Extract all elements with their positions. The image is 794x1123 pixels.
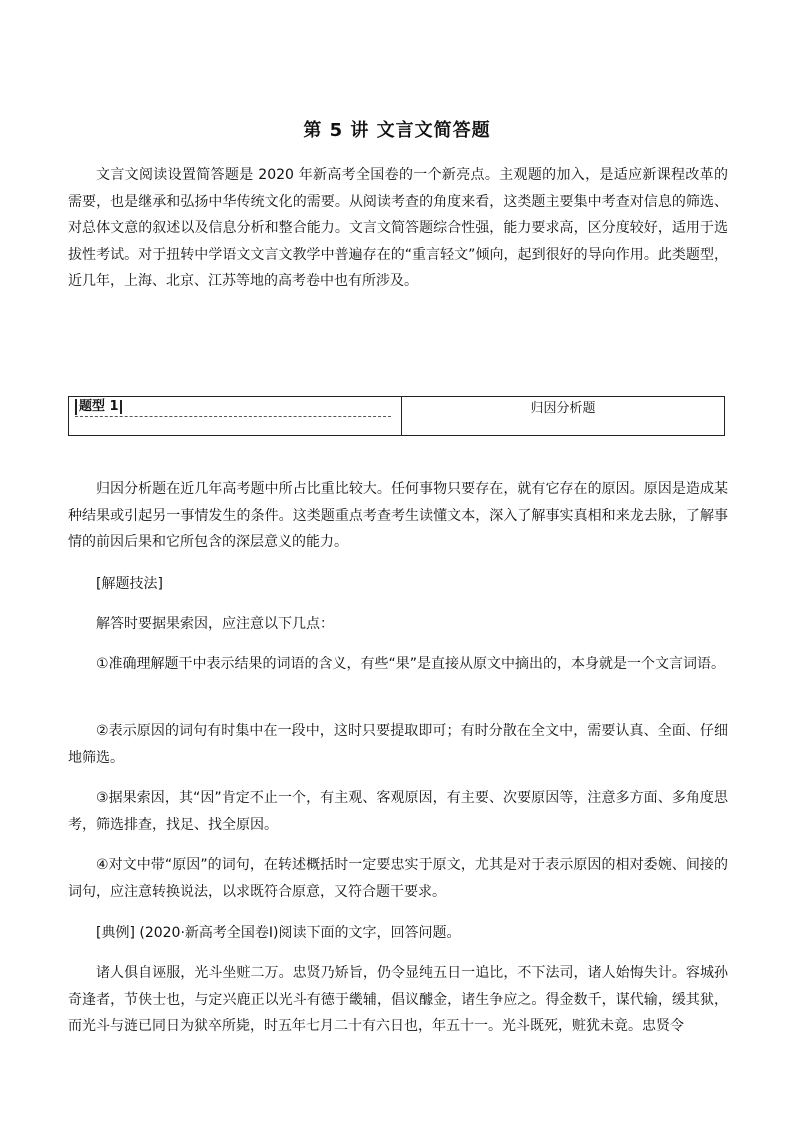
point-4: ④对文中带“原因”的词句，在转述概括时一定要忠实于原文，尤其是对于表示原因的相对委婉、间接的词句，应注意转换说法，以求既符合原意，又符合题干要求。	[68, 857, 728, 900]
question-type-table	[68, 396, 725, 436]
method-intro: 解答时要据果索因，应注意以下几点：	[96, 616, 334, 632]
point-2: ②表示原因的词句有时集中在一段中，这时只要提取即可；有时分散在全文中，需要认真、全面、仔细地筛选。	[68, 723, 728, 766]
dashed-divider	[75, 416, 391, 417]
point-1: ①准确理解题干中表示结果的词语的含义，有些“果”是直接从原文中摘出的，本身就是一个文言词语。	[96, 656, 726, 672]
question-type-label: 题型 1	[75, 399, 122, 415]
point-3: ③据果索因，其“因”肯定不止一个，有主观、客观原因，有主要、次要原因等，注意多方面、多角度思考，筛选排查，找足、找全原因。	[68, 790, 728, 833]
method-heading: [解题技法]	[96, 576, 163, 592]
attribution-description: 归因分析题在近几年高考题中所占比重比较大。任何事物只要存在，就有它存在的原因。原因是造成某种结果或引起另一事情发生的条件。这类题重点考查考生读懂文本，深入了解事实真相和来龙去脉，了解事情的前因后果和它所包含的深层意义的能力。	[68, 481, 728, 550]
classical-passage: 诸人俱自诬服，光斗坐赃二万。忠贤乃矫旨，仍令显纯五日一追比，不下法司，诸人始悔失计。容城孙奇逢者，节侠士也，与定兴鹿正以光斗有德于畿辅，倡议醵金，诸生争应之。得金数千，谋代输，缓其狱，而光斗与涟已同日为狱卒所毙，时五年七月二十有六日也，年五十一。光斗既死，赃犹未竟。忠贤令	[68, 965, 728, 1034]
page-title: 第 5 讲 文言文简答题	[303, 120, 491, 141]
example-heading: [典例] (2020·新高考全国卷Ⅰ)阅读下面的文字，回答问题。	[96, 925, 461, 941]
question-type-label-cell	[69, 397, 402, 435]
intro-paragraph: 文言文阅读设置简答题是 2020 年新高考全国卷的一个新亮点。主观题的加入，是适应新课程改革的需要，也是继承和弘扬中华传统文化的需要。从阅读考查的角度来看，这类题主要集中考查对信息的筛选、对总体文意的叙述以及信息分析和整合能力。文言文简答题综合性强，能力要求高，区分度较好，适用于选拔性考试。对于扭转中学语文文言文教学中普遍存在的“重言轻文”倾向，起到很好的导向作用。此类题型，近几年，上海、北京、江苏等地的高考卷中也有所涉及。	[68, 167, 728, 289]
question-type-name: 归因分析题	[530, 401, 596, 416]
